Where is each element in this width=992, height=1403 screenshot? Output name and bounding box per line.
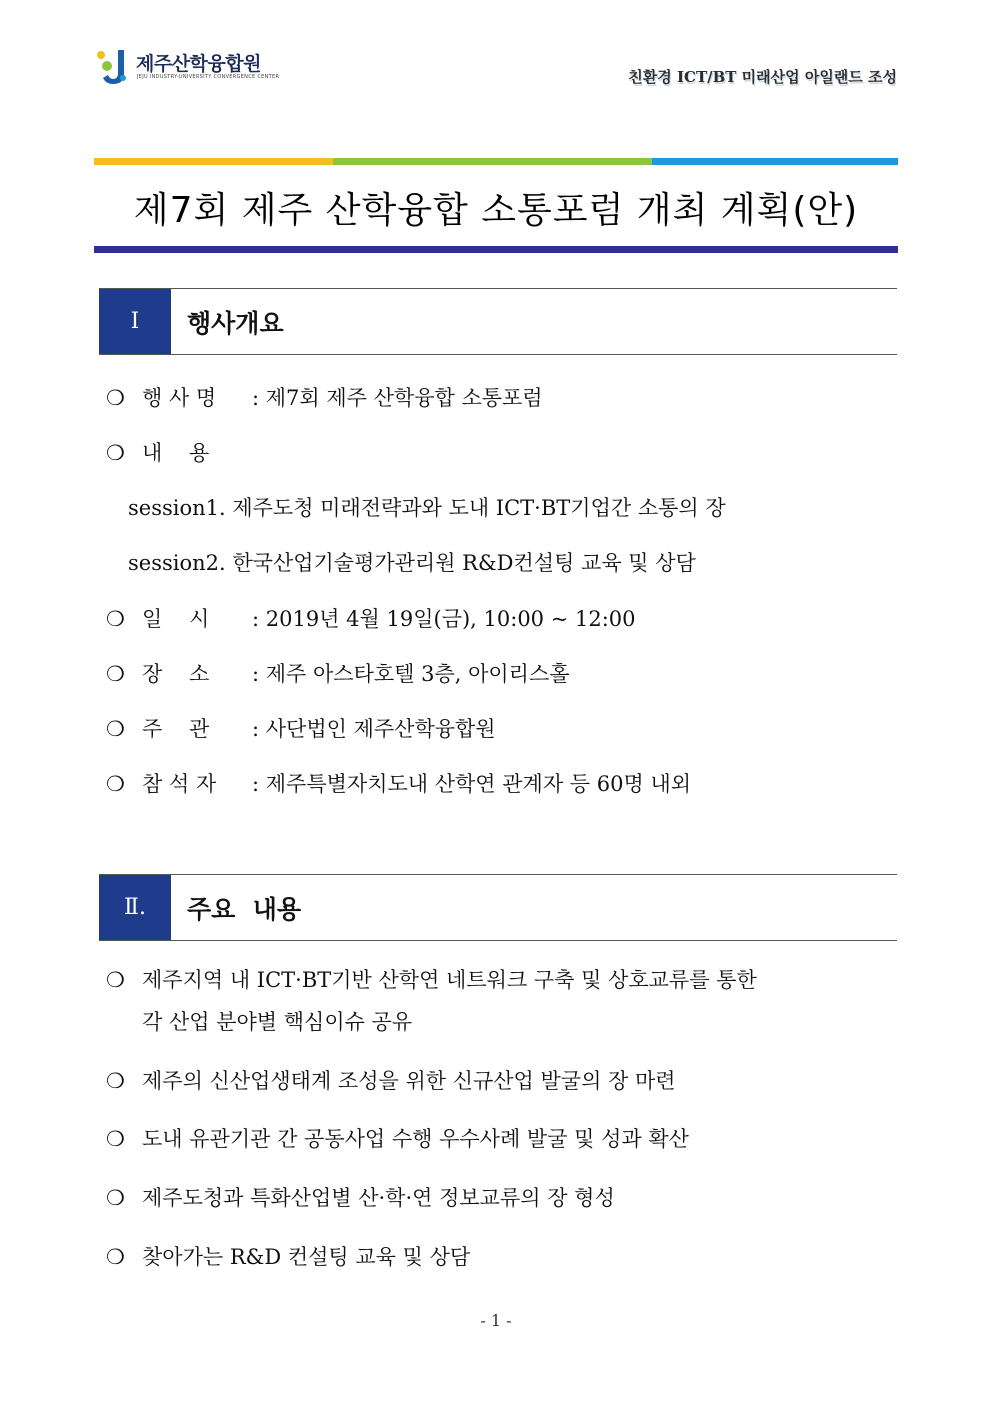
- circle-bullet-icon: ❍: [106, 1069, 125, 1093]
- info-row-event-name: [106, 385, 543, 411]
- color-bar: [94, 158, 898, 165]
- content-item-text: 제주도청과 특화산업별 산·학·연 정보교류의 장 형성: [142, 1186, 615, 1210]
- title-underline: [94, 246, 898, 253]
- section-1-title: 행사개요: [187, 308, 284, 338]
- content-item-1: [106, 967, 757, 993]
- content-item-text: 제주지역 내 ICT·BT기반 산학연 네트워크 구축 및 상호교류를 통한: [142, 968, 757, 992]
- info-label: 장 소: [142, 662, 210, 686]
- section-1-header: [99, 288, 897, 355]
- circle-bullet-icon: ❍: [106, 441, 125, 465]
- info-separator: :: [252, 662, 260, 686]
- info-label: 내 용: [142, 441, 210, 465]
- info-value: 제주특별자치도내 산학연 관계자 등 60명 내외: [265, 772, 692, 796]
- circle-bullet-icon: ❍: [106, 607, 125, 631]
- logo: [96, 46, 296, 88]
- info-separator: :: [252, 717, 260, 741]
- circle-bullet-icon: ❍: [106, 1186, 125, 1210]
- document-title: 제7회 제주 산학융합 소통포럼 개최 계획(안): [133, 190, 859, 231]
- logo-name: 제주산학융합원: [136, 53, 261, 75]
- content-item-text: 도내 유관기관 간 공동사업 수행 우수사례 발굴 및 성과 확산: [142, 1127, 689, 1151]
- info-row-venue: [106, 661, 570, 687]
- info-separator: :: [252, 772, 260, 796]
- content-item-2: [106, 1068, 676, 1094]
- circle-bullet-icon: ❍: [106, 772, 125, 796]
- section-2-number: Ⅱ.: [99, 875, 171, 940]
- page-number: - 1 -: [480, 1311, 512, 1330]
- circle-bullet-icon: ❍: [106, 1245, 125, 1269]
- info-row-date: [106, 606, 636, 632]
- circle-bullet-icon: ❍: [106, 1127, 125, 1151]
- content-item-5: [106, 1244, 470, 1270]
- content-item-3: [106, 1126, 689, 1152]
- info-value: 제주 아스타호텔 3층, 아이리스홀: [265, 662, 570, 686]
- info-value: 2019년 4월 19일(금), 10:00 ~ 12:00: [265, 607, 636, 631]
- info-label: 행 사 명: [142, 386, 217, 410]
- circle-bullet-icon: ❍: [106, 386, 125, 410]
- section-2-header: [99, 874, 897, 941]
- session-2: session2. 한국산업기술평가관리원 R&D컨설팅 교육 및 상담: [128, 551, 696, 575]
- info-label: 주 관: [142, 717, 210, 741]
- circle-bullet-icon: ❍: [106, 662, 125, 686]
- logo-mark-icon: [96, 46, 130, 86]
- info-row-content: [106, 440, 252, 466]
- info-separator: :: [252, 607, 260, 631]
- info-label: 참 석 자: [142, 772, 217, 796]
- section-2-title: 주요 내용: [187, 894, 302, 924]
- color-bar-yellow: [94, 158, 333, 165]
- content-item-1-continued: 각 산업 분야별 핵심이슈 공유: [142, 1010, 413, 1034]
- logo-subtitle: JEJU INDUSTRY-UNIVERSITY CONVERGENCE CENTER: [137, 74, 280, 80]
- content-item-text: 제주의 신산업생태계 조성을 위한 신규산업 발굴의 장 마련: [142, 1069, 676, 1093]
- info-value: 제7회 제주 산학융합 소통포럼: [265, 386, 543, 410]
- content-item-text: 찾아가는 R&D 컨설팅 교육 및 상담: [142, 1245, 471, 1269]
- info-separator: :: [252, 386, 260, 410]
- color-bar-green: [333, 158, 652, 165]
- circle-bullet-icon: ❍: [106, 968, 125, 992]
- session-1: session1. 제주도청 미래전략과와 도내 ICT·BT기업간 소통의 장: [128, 496, 726, 520]
- content-item-4: [106, 1185, 615, 1211]
- info-label: 일 시: [142, 607, 210, 631]
- header-slogan: 친환경 ICT/BT 미래산업 아일랜드 조성: [628, 68, 897, 86]
- info-row-attendees: [106, 771, 691, 797]
- info-row-host: [106, 716, 496, 742]
- info-value: 사단법인 제주산학융합원: [265, 717, 496, 741]
- circle-bullet-icon: ❍: [106, 717, 125, 741]
- section-1-number: Ⅰ: [99, 289, 171, 354]
- color-bar-blue: [652, 158, 898, 165]
